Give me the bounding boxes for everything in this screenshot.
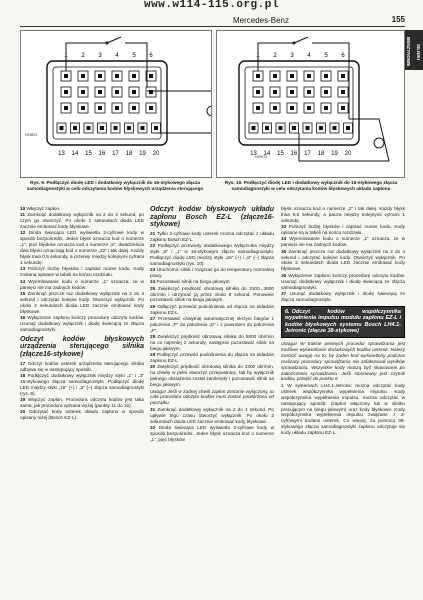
paragraph-text: Uruchomić silnik i rozgrzać go do temperatury normalnej pracy. <box>150 267 274 279</box>
paragraph-number: 14 <box>20 278 26 284</box>
paragraph-text: Policzyć liczbę błysków i zapisać numer kodu. Kody opisane są w tabeli na końcu rozdziału. <box>281 224 405 236</box>
paragraph <box>150 286 274 304</box>
figure-code: H29970 <box>255 155 268 159</box>
section-heading: Odczyt kodów błyskowych układu zapłonu Bosch EZ-L (złącze16-stykowe) <box>150 206 274 229</box>
paragraph <box>20 361 144 373</box>
paragraph <box>150 267 274 279</box>
switch-lever <box>107 37 121 43</box>
paragraph-text: Zamknąć dodatkowy wyłącznik na 2 do 4 sekund, po czym go otworzyć. Po około 2 sekundach dioda LED zacznie emitować kody błyskowe. <box>20 212 144 230</box>
paragraph <box>20 291 144 315</box>
paragraph-text: Zamknąć jeszcze raz dodatkowy wyłącznik na 2 do 4 sekund i odczytać kolejne kody. Otworzyć wyłącznik. Po około 2 sekundach dioda LED zacznie emitować kody błyskowe. <box>281 248 405 272</box>
watermark: www.w114-115.org.pl <box>144 0 279 11</box>
pin-contact <box>141 126 145 130</box>
warning-note: Uwaga! Jeśli w żadnej chwili zapłon zostanie wyłączony, to cała procedura odczytu kodów musi zostać powtórzona od początku. <box>150 388 274 406</box>
pin-contact <box>252 126 256 130</box>
pin-number: 13 <box>58 151 65 157</box>
pin-contact <box>306 126 310 130</box>
paragraph <box>150 352 274 364</box>
paragraph-number: 27 <box>150 315 156 321</box>
paragraph-list <box>150 231 274 388</box>
pin-number: 5 <box>324 53 328 59</box>
paragraph-number: 24 <box>150 279 156 285</box>
paragraph-text: Dioda świecąca LED wyświetla 2-cyfrowe kody w sposób bezpośredni. Jeden błysk oznacza kod o numerze „1”, pięć błysków oznacza kod o numerze „5”, dwadzieścia dwa błyski oznaczają kod o numerze „22” i tak dalej. Każdy błysk trwa 0,5 sekundy, a przerwy między kolejnymi cyframi 1 sekundę. <box>20 230 144 266</box>
pin-number: 1 <box>64 53 68 59</box>
paragraph-number: 13 <box>20 266 26 272</box>
pin-contact <box>307 74 311 78</box>
paragraph <box>20 315 144 333</box>
figure-2-caption: Rys. 10. Podłączyć diodę LED i dodatkowy wyłącznik do 16-stykowego złącza samodiagnostyki w celu odczytania kodów błyskowych układu zapłonu <box>224 180 398 191</box>
page-number: 155 <box>391 15 405 24</box>
pin-number: 4 <box>307 53 311 59</box>
paragraph-text: Przestawić chwytnię automatycznej skrzyni biegów z położenia „P” do położenia „D” i z powrotem do położenia „P”. <box>150 315 274 333</box>
pin-contact <box>341 106 345 110</box>
paragraph <box>20 409 144 421</box>
paragraph-text: Włączyć zapłon. Procedura odczytu kodów jest taka sama, jak procedura opisana wyżej (punkty 11 do 16). <box>20 396 144 408</box>
paragraph <box>150 425 274 443</box>
pin-number: 13 <box>250 151 257 157</box>
pin-contact <box>290 90 294 94</box>
pin-contact <box>64 74 68 78</box>
pin-contact <box>154 126 158 130</box>
pin-contact <box>290 106 294 110</box>
figure-1-caption: Rys. 9. Podłączyć diodę LED i dodatkowy wyłącznik do 16-stykowego złącza samodiagnostyki w celu odczytania kodów błyskowych urządzenia sterującego <box>26 180 204 191</box>
pin-number: 18 <box>317 151 325 157</box>
pin-number: 15 <box>85 151 92 157</box>
paragraph-number: 34 <box>281 236 287 242</box>
paragraph-number: 28 <box>150 334 156 340</box>
pin-number: 5 <box>132 53 136 59</box>
pin-number: 20 <box>344 151 352 157</box>
paragraph-number: 23 <box>150 267 156 273</box>
switch-pivot <box>293 42 296 45</box>
paragraph-text: Zwiększyć prędkość obrotową silnika do 3100...3600 obr/min i utrzymać ją przez około 8 sekund. Ponownie pozostawić silnik na biegu jałowym. <box>150 285 274 303</box>
pin-number: 3 <box>290 53 294 59</box>
paragraph-number: 35 <box>281 248 287 254</box>
pin-number: 4 <box>115 53 119 59</box>
pin-number: 1 <box>256 53 260 59</box>
pin-contact <box>333 126 337 130</box>
paragraph-number: 36 <box>281 272 287 278</box>
pin-contact <box>324 74 328 78</box>
pin-contact <box>307 90 311 94</box>
paragraph-list <box>150 407 274 443</box>
pin-contact <box>346 126 350 130</box>
pin-contact <box>81 90 85 94</box>
paragraph-list <box>20 206 144 333</box>
pin-number: 17 <box>304 151 311 157</box>
pin-number: 3 <box>98 53 102 59</box>
paragraph-number: 11 <box>20 212 25 218</box>
column-2 <box>150 206 274 443</box>
paragraph <box>20 373 144 397</box>
paragraph-text: Usunąć dodatkowy wyłącznik i diodę świecącą ze złącza samodiagnostyki. <box>281 290 405 302</box>
body-text <box>20 206 405 586</box>
pin-contact <box>60 126 64 130</box>
pin-contact <box>290 74 294 78</box>
led-icon <box>207 106 211 116</box>
paragraph <box>20 212 144 230</box>
pin-contact <box>114 126 118 130</box>
paragraph-text: Tylko 2-cyfrowe kody usterek można odczytać z układu zapłonu Bosch EZ-L. <box>150 230 274 242</box>
pin-contact <box>324 90 328 94</box>
paragraph <box>20 279 144 291</box>
paragraph-number: 21 <box>150 230 156 236</box>
paragraph-text: Wyłączenie zapłonu kończy procedurę odczytu kodów. Usunąć dodatkowy wyłącznik i diodę świecącą ze złącza samodiagnostyki. <box>281 272 405 290</box>
connector-diagram-1 <box>21 31 211 177</box>
pin-contact <box>73 126 77 130</box>
paragraph-text: Pozostawić silnik na biegu jałowym. <box>155 279 231 285</box>
pin-number: 18 <box>125 151 133 157</box>
figure-1 <box>20 30 212 178</box>
pin-contact <box>98 106 102 110</box>
pin-number: 2 <box>81 53 85 59</box>
paragraph-number: 22 <box>150 242 156 248</box>
pin-contact <box>279 126 283 130</box>
pin-contact <box>319 126 323 130</box>
pin-contact <box>132 74 136 78</box>
paragraph-text: Podłączyć dodatkowy wyłącznik między styki „1” i „3” 16-stykowego złącza samodiagnostyki. Podłączyć diodę LED między styki „16” (+) i „3” (–) złącza samodiagnostyki (rys. 9). <box>20 372 144 396</box>
pin-number: 14 <box>71 151 79 157</box>
paragraph-text: Wyemitowanie kodu o numerze „1” oznacza, że w pamięci nie ma żadnych kodów. <box>281 236 405 248</box>
pin-contact <box>98 74 102 78</box>
paragraph-text: Wyłączenie zapłonu kończy procedurę odczytu kodów. Usunąć dodatkowy wyłącznik i diodę świecącą ze złącza samodiagnostyki. <box>20 314 144 332</box>
section-box-title: Odczyt kodów współczynnika wypełnienia impulsu modułu zapłonu EZ-L i kodów błyskowych systemu Bosch LH4.1-Jetronic (złącze 38-stykowe) <box>285 308 401 335</box>
paragraph <box>150 231 274 243</box>
section-tab: SILNIKI BENZYNOWE <box>403 30 423 70</box>
pin-number: 14 <box>263 151 271 157</box>
section-heading: Odczyt kodów błyskowych urządzenia sterującego silnika (złącze16-stykowe) <box>20 335 144 358</box>
pin-contact <box>87 126 91 130</box>
pin-contact <box>81 106 85 110</box>
paragraph-number: 12 <box>20 230 26 236</box>
paragraph-number: 18 <box>20 372 26 378</box>
pin-number: 16 <box>98 151 106 157</box>
paragraph-number: 33 <box>281 224 287 230</box>
pin-contact <box>149 106 153 110</box>
paragraph-number: 30 <box>150 364 156 370</box>
paragraph-number: 16 <box>20 314 26 320</box>
figures-row <box>20 30 405 178</box>
paragraph-number: 15 <box>20 290 26 296</box>
pin-contact <box>256 90 260 94</box>
section-number: 6. <box>285 308 290 315</box>
paragraph <box>150 316 274 334</box>
paragraph-text: Odczytać kody usterek układu zapłonu w sposób opisany niżej (Bosch EZ-L). <box>20 409 144 421</box>
pin-contact <box>115 106 119 110</box>
paragraph <box>20 266 144 278</box>
paragraph-text: Odczyt kodów usterek urządzenia sterującego silnika odbywa się w następujący sposób. <box>20 360 144 372</box>
pin-number: 19 <box>139 151 146 157</box>
paragraph <box>150 304 274 316</box>
pin-contact <box>149 74 153 78</box>
pin-contact <box>64 106 68 110</box>
column-1 <box>20 206 144 421</box>
paragraph-number: 31 <box>150 406 156 412</box>
paragraph-number: 17 <box>20 360 26 366</box>
paragraph <box>20 397 144 409</box>
paragraph-text: Dioda świecąca LED wyświetla 2-cyfrowe kody w sposób bezpośredni. Jeden błysk oznacza kod o numerze „1”, pięć błysków <box>150 424 274 442</box>
paragraph <box>150 279 274 285</box>
paragraph <box>281 236 405 248</box>
paragraph <box>150 407 274 425</box>
paragraph-text: Zamknąć jeszcze raz dodatkowy wyłącznik na 2 do 4 sekund i odczytać kolejne kody. Otworzyć wyłącznik. Po około 2 sekundach dioda LED zacznie emitować kody błyskowe. <box>20 290 144 314</box>
paragraph-text: Odłączyć przewód podciśnienia od złącza na układzie zapłonu EZ-L. <box>150 303 274 315</box>
pin-contact <box>64 90 68 94</box>
paragraph-number: 25 <box>150 285 156 291</box>
pin-number: 20 <box>152 151 160 157</box>
pin-contact <box>307 106 311 110</box>
pin-contact <box>115 74 119 78</box>
pin-contact <box>273 90 277 94</box>
pin-contact <box>132 90 136 94</box>
column-3 <box>281 206 405 437</box>
paragraph <box>150 243 274 267</box>
pin-contact <box>324 106 328 110</box>
figure-2 <box>216 30 405 178</box>
pin-contact <box>132 106 136 110</box>
figure-code: H29803 <box>25 133 38 137</box>
paragraph-number: 20 <box>20 409 26 415</box>
pin-contact <box>265 126 269 130</box>
pin-number: 15 <box>277 151 284 157</box>
switch-lever <box>294 37 308 43</box>
pin-number: 16 <box>290 151 298 157</box>
pin-contact <box>81 74 85 78</box>
paragraph-list <box>281 206 405 303</box>
paragraph-number: 26 <box>150 303 156 309</box>
paragraph: 1 W systemach LH4.1-Jetronic można odczytać kody usterek współczynnika wypełnienia impulsu. Kody współczynnika wypełnienia impulsu, można odczytać w następujący sposób: (zapłon włączony lub w silniku pracującym na biegu jałowym) oraz kody błyskowe. Kody współczynnika wypełnienia impulsu związane z 2-cyfrowymi kodami usterek. Co więcej, za pomocą 38-stykowego złącza samodiagnostyki zapłonu odczytuje się kody układu zapłonu EZ-L. <box>281 382 405 436</box>
paragraph-list <box>20 361 144 421</box>
connector-diagram-2 <box>217 31 404 177</box>
paragraph <box>150 364 274 388</box>
paragraph-text: Wyemitowanie kodu o numerze „1” oznacza, że w pamięci nie ma żadnych kodów. <box>20 278 144 290</box>
pin-contact <box>273 106 277 110</box>
led-icon <box>374 138 384 148</box>
pin-contact <box>341 90 345 94</box>
paragraph <box>281 249 405 273</box>
pin-contact <box>292 126 296 130</box>
pin-contact <box>115 90 119 94</box>
paragraph-text: Zwiększyć prędkość obrotową silnika do 5000 obr/min na co najmniej 2 sekundy, następnie pozostawić silnik na biegu jałowym. <box>150 334 274 351</box>
switch-pivot <box>106 42 109 45</box>
pin-contact <box>98 90 102 94</box>
paragraph-text: błysk oznacza kod o numerze „2” i tak dalej. Każdy błysk trwa 0,5 sekundy, a pauza między kolejnymi cyframi 1 sekundę. <box>281 206 405 223</box>
pin-number: 17 <box>112 151 119 157</box>
pin-contact <box>256 74 260 78</box>
paragraph-text: Zamknąć dodatkowy wyłącznik na 2 do 4 sekund. Po upływie tego czasu otworzyć wyłącznik. Po około 2 sekundach dioda LED zacznie emitować kody błyskowe. <box>150 406 274 424</box>
pin-number: 2 <box>273 53 277 59</box>
paragraph <box>281 273 405 291</box>
paragraph-number: 32 <box>150 424 156 430</box>
pin-number: 19 <box>331 151 338 157</box>
paragraph-number: 19 <box>20 396 26 402</box>
page-header <box>20 14 405 27</box>
paragraph-text: Podłączyć przewody dodatkowego wyłącznika między styki „8” i „1” w 16-stykowym złączu samodiagnostyki. Podłączyć diodę LED między styki „16” (+) i „8” (–) złącza samodiagnostyki (rys. 10). <box>150 242 274 266</box>
pin-number: 6 <box>341 53 345 59</box>
paragraph-text: Policzyć liczbę błysków i zapisać numer kodu. Kody zostaną opisane w tabeli na końcu rozdziału. <box>20 266 144 278</box>
figure-captions <box>20 180 405 204</box>
paragraph-text: Podłączyć przewód podciśnienia do złącza na układzie zapłonu EZ-L. <box>150 352 274 364</box>
pin-contact <box>341 74 345 78</box>
pin-contact <box>127 126 131 130</box>
paragraph-number: 10 <box>20 206 26 211</box>
paragraph <box>281 291 405 303</box>
pin-number: 6 <box>149 53 153 59</box>
paragraph <box>281 206 405 224</box>
paragraph-text: Włączyć zapłon. <box>25 206 61 211</box>
paragraph <box>150 334 274 352</box>
warning-note: Uwaga! W trakcie pewnych procedur sprawdzania jest możliwe wyświetlanie dodatkowych kodów usterek. Należy zwrócić uwagę na to, by żaden kod wyświetlony podczas realizacji procedury sprawdzania nie zafałszował wyników sprawdzania. Wszystkie kody muszą być skasowane po zakończeniu sprawdzania. Jeśli stosowany jest czytnik kodów, przejść do punktu 6 <box>281 340 405 382</box>
pin-contact <box>100 126 104 130</box>
paragraph-number: 29 <box>150 352 156 358</box>
pin-contact <box>256 106 260 110</box>
paragraph <box>20 230 144 266</box>
brand-name: Mercedes-Benz <box>232 16 289 25</box>
paragraph <box>20 206 144 212</box>
pin-contact <box>273 74 277 78</box>
paragraph <box>281 224 405 236</box>
paragraph-number: 37 <box>281 290 287 296</box>
section-box <box>281 306 405 338</box>
paragraph-text: Zwiększyć prędkość obrotową silnika do 2300 obr/min, na chwilę w pełni otworzyć przepustnicę, tak by wyłącznik pełnego obciążenia został zamknięty i pozostawić silnik na biegu jałowym. <box>150 364 274 388</box>
